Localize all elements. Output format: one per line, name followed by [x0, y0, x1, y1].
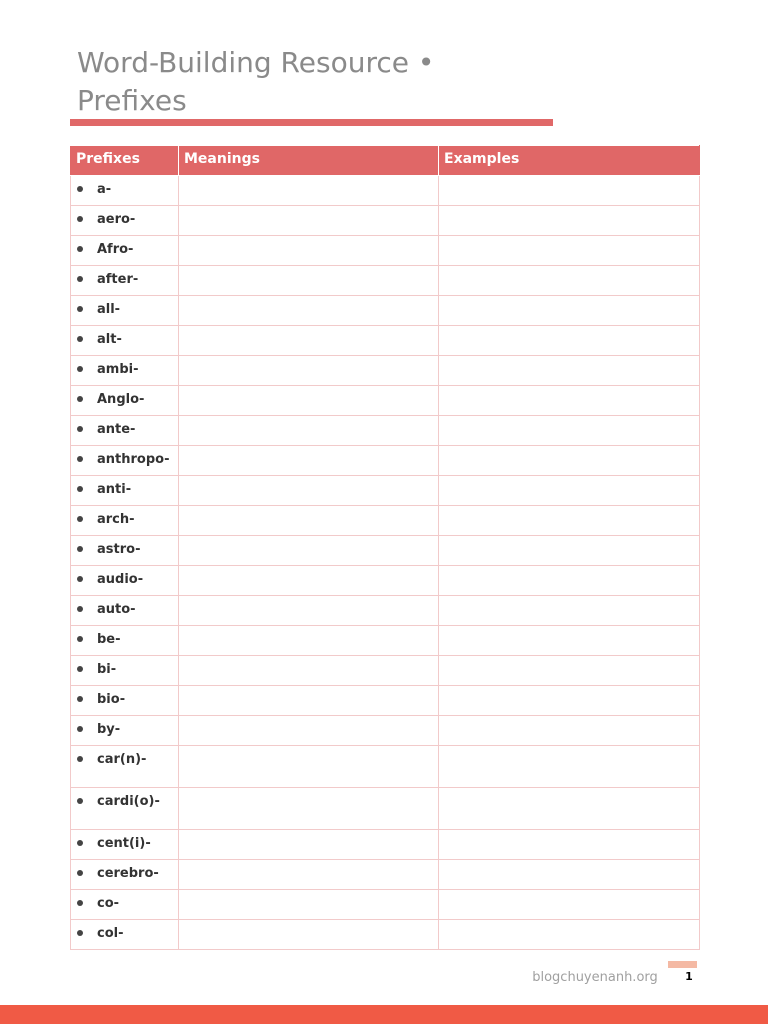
table-row [71, 236, 700, 266]
bullet-icon [77, 396, 83, 402]
prefix-label: by- [97, 722, 121, 737]
prefix-label: Anglo- [97, 392, 145, 407]
prefix-cell [71, 626, 179, 656]
meaning-cell [179, 476, 439, 506]
prefix-cell [71, 860, 179, 890]
prefix-cell [71, 920, 179, 950]
example-cell [439, 206, 700, 236]
prefix-cell [71, 326, 179, 356]
bullet-icon [77, 486, 83, 492]
bullet-icon [77, 636, 83, 642]
example-cell [439, 890, 700, 920]
bullet-icon [77, 606, 83, 612]
example-cell [439, 746, 700, 788]
example-cell [439, 920, 700, 950]
example-cell [439, 860, 700, 890]
meaning-cell [179, 746, 439, 788]
bullet-icon [77, 666, 83, 672]
prefix-cell [71, 386, 179, 416]
footer-site-url: blogchuyenanh.org [532, 970, 658, 985]
table-row [71, 356, 700, 386]
meaning-cell [179, 446, 439, 476]
prefix-cell [71, 206, 179, 236]
table-row [71, 446, 700, 476]
example-cell [439, 566, 700, 596]
page-number-tab [668, 961, 697, 968]
example-cell [439, 296, 700, 326]
example-cell [439, 830, 700, 860]
table-body [71, 176, 700, 950]
table-row [71, 596, 700, 626]
meaning-cell [179, 788, 439, 830]
meaning-cell [179, 326, 439, 356]
example-cell [439, 536, 700, 566]
table-row [71, 206, 700, 236]
table-row [71, 860, 700, 890]
bullet-icon [77, 306, 83, 312]
prefix-cell [71, 296, 179, 326]
meaning-cell [179, 296, 439, 326]
table-row [71, 788, 700, 830]
bottom-accent-band [0, 1005, 768, 1024]
meaning-cell [179, 266, 439, 296]
prefix-cell [71, 656, 179, 686]
prefix-cell [71, 476, 179, 506]
prefix-label: be- [97, 632, 121, 647]
prefix-label: cerebro- [97, 866, 159, 881]
table-row [71, 920, 700, 950]
table-row [71, 296, 700, 326]
meaning-cell [179, 860, 439, 890]
meaning-cell [179, 506, 439, 536]
bullet-icon [77, 696, 83, 702]
meaning-cell [179, 686, 439, 716]
bullet-icon [77, 456, 83, 462]
table-row [71, 476, 700, 506]
meaning-cell [179, 890, 439, 920]
prefix-label: after- [97, 272, 139, 287]
prefix-cell [71, 536, 179, 566]
prefix-cell [71, 266, 179, 296]
document-title: Word-Building Resource • Prefixes [77, 46, 435, 117]
prefix-label: auto- [97, 602, 136, 617]
bullet-icon [77, 726, 83, 732]
table-row [71, 536, 700, 566]
prefix-label: anti- [97, 482, 132, 497]
meaning-cell [179, 236, 439, 266]
table-row [71, 326, 700, 356]
prefix-label: arch- [97, 512, 135, 527]
prefix-label: car(n)- [97, 752, 147, 767]
example-cell [439, 386, 700, 416]
column-header-prefixes: Prefixes [71, 146, 179, 176]
prefix-cell [71, 566, 179, 596]
example-cell [439, 596, 700, 626]
example-cell [439, 416, 700, 446]
bullet-icon [77, 756, 83, 762]
meaning-cell [179, 566, 439, 596]
prefix-label: ante- [97, 422, 136, 437]
table-row [71, 830, 700, 860]
prefix-label: cardi(o)- [97, 794, 160, 809]
meaning-cell [179, 206, 439, 236]
prefix-label: bi- [97, 662, 117, 677]
prefix-label: co- [97, 896, 120, 911]
table-row [71, 890, 700, 920]
bullet-icon [77, 840, 83, 846]
prefix-cell [71, 446, 179, 476]
meaning-cell [179, 920, 439, 950]
table-row [71, 746, 700, 788]
meaning-cell [179, 626, 439, 656]
prefix-label: col- [97, 926, 124, 941]
prefix-cell [71, 830, 179, 860]
meaning-cell [179, 386, 439, 416]
prefix-label: bio- [97, 692, 126, 707]
prefix-cell [71, 686, 179, 716]
example-cell [439, 656, 700, 686]
table-row [71, 656, 700, 686]
example-cell [439, 788, 700, 830]
bullet-icon [77, 576, 83, 582]
example-cell [439, 686, 700, 716]
meaning-cell [179, 536, 439, 566]
prefix-label: astro- [97, 542, 141, 557]
meaning-cell [179, 416, 439, 446]
prefix-cell [71, 416, 179, 446]
table-row [71, 716, 700, 746]
table-row [71, 566, 700, 596]
table-header-row [71, 146, 700, 176]
prefix-cell [71, 506, 179, 536]
bullet-icon [77, 798, 83, 804]
bullet-icon [77, 276, 83, 282]
column-header-meanings: Meanings [179, 146, 439, 176]
bullet-icon [77, 930, 83, 936]
meaning-cell [179, 356, 439, 386]
meaning-cell [179, 176, 439, 206]
table-row [71, 386, 700, 416]
meaning-cell [179, 716, 439, 746]
table-row [71, 626, 700, 656]
title-underline [70, 119, 553, 126]
prefix-label: anthropo- [97, 452, 170, 467]
meaning-cell [179, 830, 439, 860]
prefix-cell [71, 890, 179, 920]
bullet-icon [77, 216, 83, 222]
meaning-cell [179, 596, 439, 626]
example-cell [439, 326, 700, 356]
table-row [71, 266, 700, 296]
prefix-cell [71, 356, 179, 386]
prefix-table [70, 145, 700, 950]
bullet-icon [77, 900, 83, 906]
prefix-cell [71, 596, 179, 626]
column-header-examples: Examples [439, 146, 700, 176]
meaning-cell [179, 656, 439, 686]
prefix-label: aero- [97, 212, 136, 227]
bullet-icon [77, 186, 83, 192]
prefix-label: all- [97, 302, 121, 317]
example-cell [439, 266, 700, 296]
table-row [71, 506, 700, 536]
prefix-label: Afro- [97, 242, 134, 257]
example-cell [439, 446, 700, 476]
bullet-icon [77, 336, 83, 342]
prefix-cell [71, 236, 179, 266]
prefix-label: cent(i)- [97, 836, 151, 851]
prefix-cell [71, 746, 179, 788]
example-cell [439, 506, 700, 536]
prefix-label: ambi- [97, 362, 139, 377]
bullet-icon [77, 870, 83, 876]
prefix-label: a- [97, 182, 112, 197]
example-cell [439, 716, 700, 746]
page-number: 1 [685, 970, 693, 983]
example-cell [439, 476, 700, 506]
bullet-icon [77, 546, 83, 552]
bullet-icon [77, 426, 83, 432]
example-cell [439, 626, 700, 656]
example-cell [439, 236, 700, 266]
prefix-cell [71, 176, 179, 206]
example-cell [439, 176, 700, 206]
bullet-icon [77, 246, 83, 252]
prefix-label: alt- [97, 332, 122, 347]
table-row [71, 416, 700, 446]
bullet-icon [77, 516, 83, 522]
prefix-cell [71, 716, 179, 746]
prefix-cell [71, 788, 179, 830]
table-row [71, 686, 700, 716]
prefix-label: audio- [97, 572, 144, 587]
example-cell [439, 356, 700, 386]
table-row [71, 176, 700, 206]
bullet-icon [77, 366, 83, 372]
